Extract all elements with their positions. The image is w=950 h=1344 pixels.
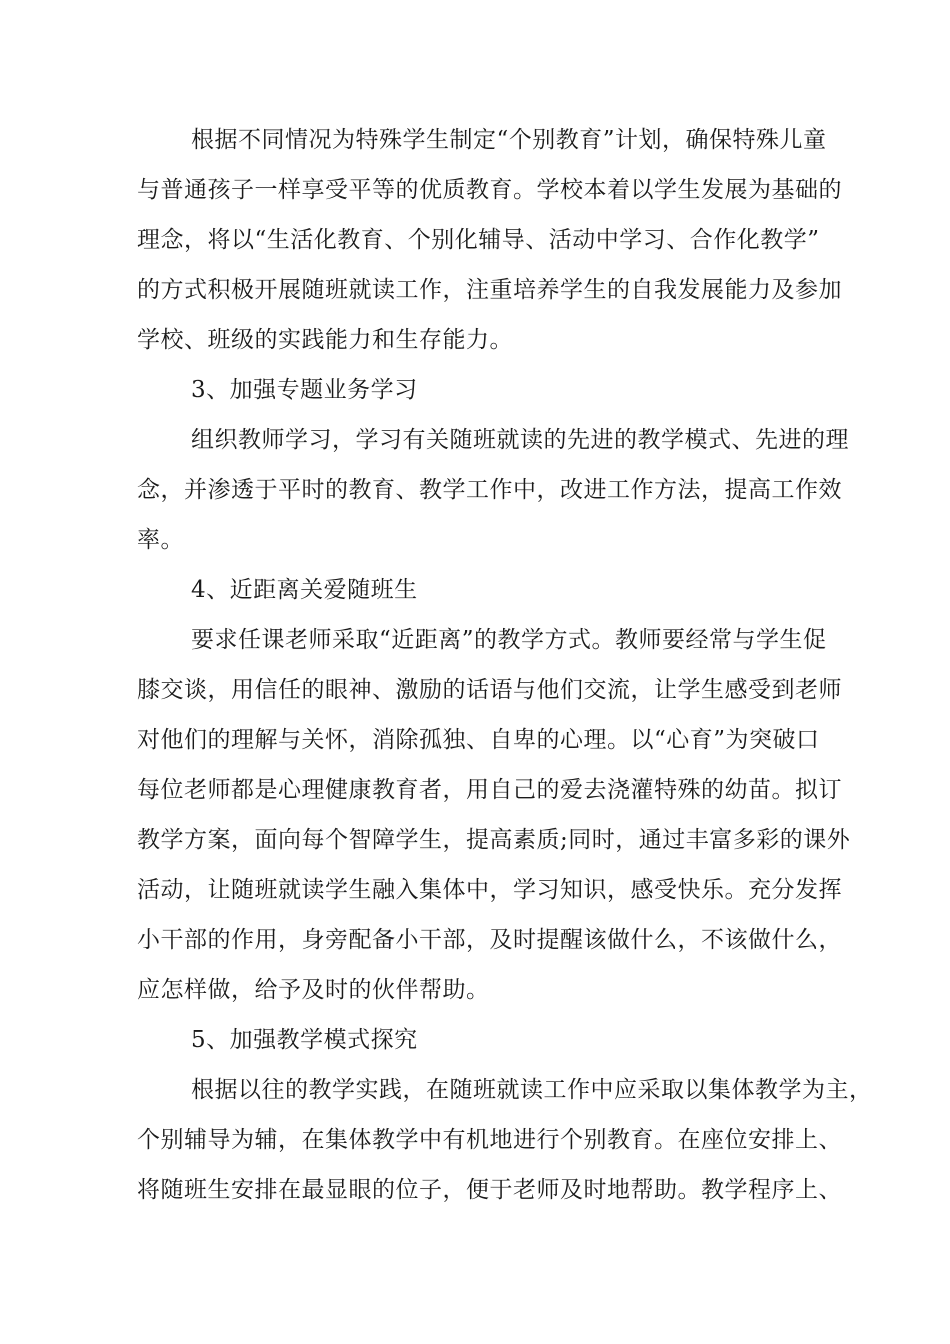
text-line: 膝交谈，用信任的眼神、激励的话语与他们交流，让学生感受到老师 [137, 677, 842, 703]
text-line: 应怎样做，给予及时的伙伴帮助。 [137, 977, 490, 1003]
section-heading: 5、加强教学模式探究 [191, 1027, 418, 1053]
text-line: 率。 [137, 527, 184, 553]
text-line: 对他们的理解与关怀，消除孤独、自卑的心理。以“心育”为突破口 [137, 727, 820, 753]
text-line: 根据不同情况为特殊学生制定“个别教育”计划，确保特殊儿童 [191, 127, 827, 153]
text-line: 的方式积极开展随班就读工作，注重培养学生的自我发展能力及参加 [137, 277, 842, 303]
text-line: 每位老师都是心理健康教育者，用自己的爱去浇灌特殊的幼苗。拟订 [137, 777, 842, 803]
text-line: 根据以往的教学实践，在随班就读工作中应采取以集体教学为主， [191, 1077, 873, 1103]
text-line: 理念，将以“生活化教育、个别化辅导、活动中学习、合作化教学” [137, 227, 820, 253]
text-line: 活动，让随班就读学生融入集体中，学习知识，感受快乐。充分发挥 [137, 877, 842, 903]
text-line: 与普通孩子一样享受平等的优质教育。学校本着以学生发展为基础的 [137, 177, 842, 203]
text-line: 将随班生安排在最显眼的位子，便于老师及时地帮助。教学程序上、 [137, 1177, 842, 1203]
text-line: 学校、班级的实践能力和生存能力。 [137, 327, 513, 353]
text-line: 教学方案，面向每个智障学生，提高素质;同时，通过丰富多彩的课外 [137, 827, 851, 853]
text-line: 小干部的作用，身旁配备小干部，及时提醒该做什么，不该做什么， [137, 927, 842, 953]
text-line: 个别辅导为辅，在集体教学中有机地进行个别教育。在座位安排上、 [137, 1127, 842, 1153]
text-line: 要求任课老师采取“近距离”的教学方式。教师要经常与学生促 [191, 627, 827, 653]
section-heading: 3、加强专题业务学习 [191, 377, 418, 403]
text-line: 念，并渗透于平时的教育、教学工作中，改进工作方法，提高工作效 [137, 477, 842, 503]
text-line: 组织教师学习，学习有关随班就读的先进的教学模式、先进的理 [191, 427, 849, 453]
section-heading: 4、近距离关爱随班生 [191, 577, 418, 603]
